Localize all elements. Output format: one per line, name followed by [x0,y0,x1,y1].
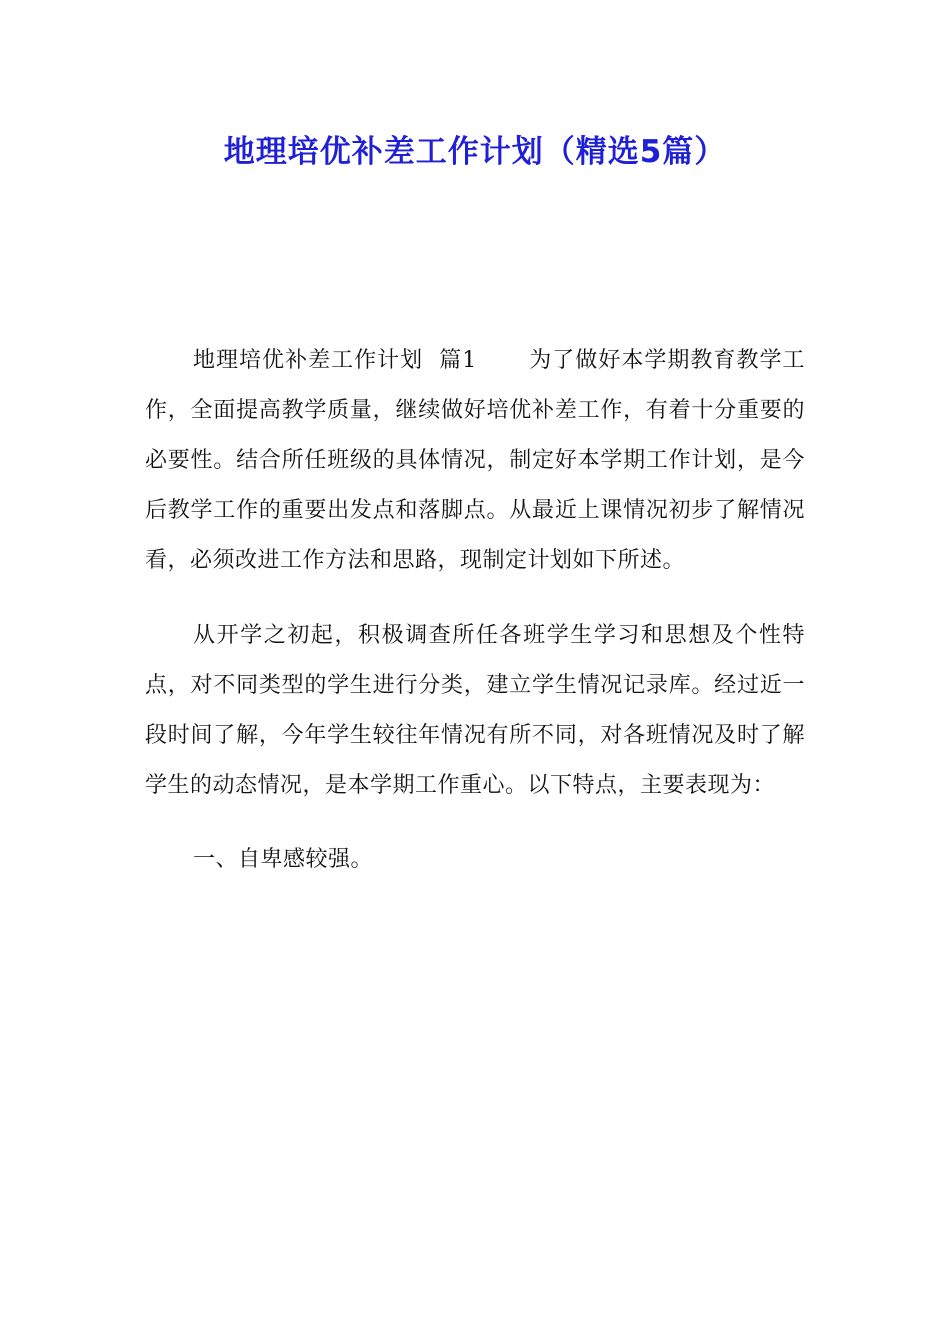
paragraph-1 [145,336,805,586]
document-title: 地理培优补差工作计划（精选5篇） [223,134,727,170]
paragraph-2: 从开学之初起，积极调查所任各班学生学习和思想及个性特点，对不同类型的学生进行分类，建立学生情况记录库。经过近一段时间了解，今年学生较往年情况有所不同，对各班情况及时了解学生的动态情况，是本学期工作重心。以下特点，主要表现为： [145,622,805,798]
document-body [145,336,805,885]
paragraph-1-text: 为了做好本学期教育教学工作，全面提高教学质量，继续做好培优补差工作，有着十分重要的必要性。结合所任班级的具体情况，制定好本学期工作计划，是今后教学工作的重要出发点和落脚点。从最近上课情况初步了解情况看，必须改进工作方法和思路，现制定计划如下所述。 [145,348,805,573]
section-heading: 地理培优补差工作计划 篇1 [193,348,477,373]
paragraph-3: 一、自卑感较强。 [193,847,374,872]
